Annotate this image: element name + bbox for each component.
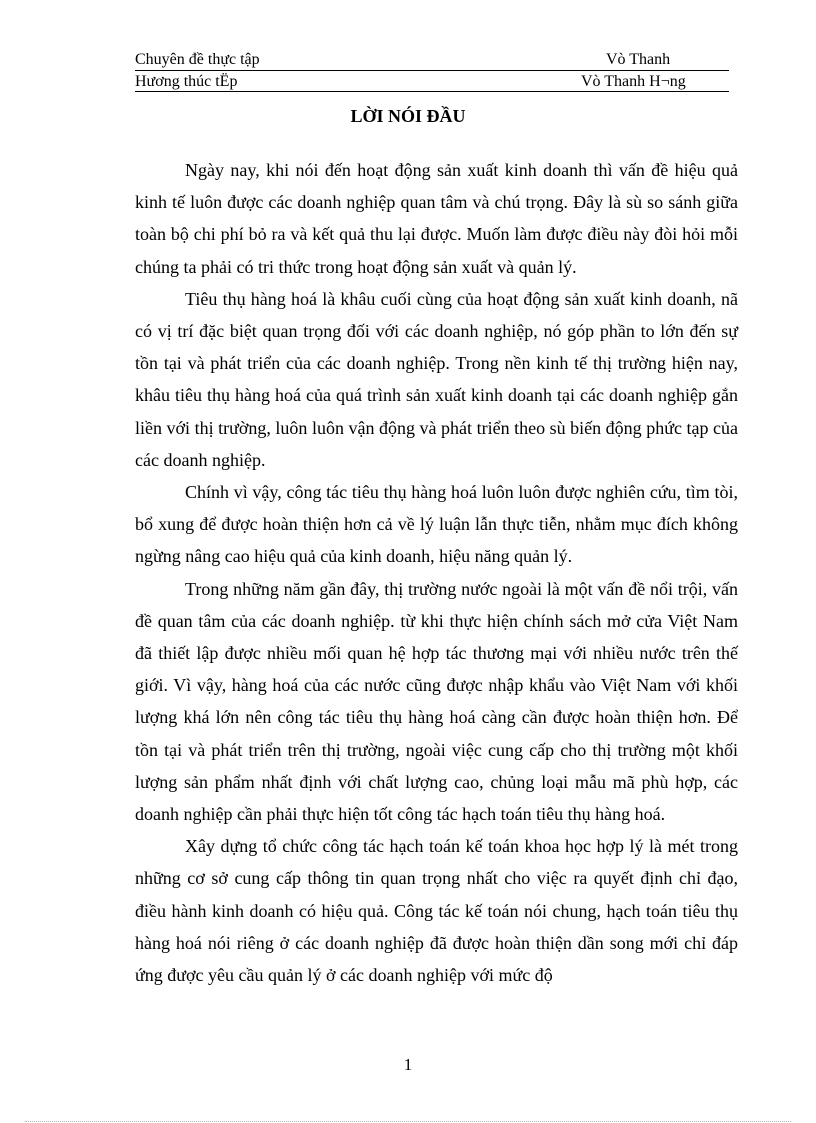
paragraph: Trong những năm gần đây, thị trường nước ngoài là một vấn đề nổi trội, vấn đề quan tâm của các doanh nghiệp. từ khi thực hiện chính sách mở cửa Việt Nam đã thiết lập được nhiều mối quan hệ hợp tác thương mại với nhiều nước trên thế giới. Vì vậy, hàng hoá của các nước cũng được nhập khẩu vào Việt Nam với khối lượng khá lớn nên công tác tiêu thụ hàng hoá càng cần được hoàn thiện hơn. Để tồn tại và phát triển trên thị trường, ngoài việc cung cấp cho thị trường một khối lượng sản phẩm nhất định với chất lượng cao, chủng loại mẫu mã phù hợp, các doanh nghiệp cần phải thực hiện tốt công tác hạch toán tiêu thụ hàng hoá. <box>135 578 738 825</box>
page-number: 1 <box>403 1055 413 1074</box>
header-subtitle: Hương thúc tËp <box>135 73 238 90</box>
body-text <box>135 154 738 991</box>
page-edge-divider <box>25 1121 791 1122</box>
paragraph: Chính vì vậy, công tác tiêu thụ hàng hoá luôn luôn được nghiên cứu, tìm tòi, bổ xung để được hoàn thiện hơn cả về lý luận lẫn thực tiễn, nhằm mục đích không ngừng nâng cao hiệu quả của kinh doanh, hiệu năng quản lý. <box>135 482 738 567</box>
header-rule-2 <box>135 91 729 92</box>
header-author-full: Vò Thanh H¬ng <box>581 73 686 90</box>
header-document-type: Chuyên đề thực tập <box>135 51 260 68</box>
running-header-line-2 <box>135 72 729 92</box>
paragraph: Tiêu thụ hàng hoá là khâu cuối cùng của hoạt động sản xuất kinh doanh, nã có vị trí đặc biệt quan trọng đối với các doanh nghiệp, nó góp phần to lớn đến sự tồn tại và phát triển của các doanh nghiệp. Trong nền kinh tế thị trường hiện nay, khâu tiêu thụ hàng hoá của quá trình sản xuất kinh doanh tại các doanh nghiệp gắn liền với thị trường, luôn luôn vận động và phát triển theo sù biến động phức tạp của các doanh nghiệp. <box>135 288 738 470</box>
header-rule-1 <box>135 70 729 71</box>
running-header-line-1 <box>135 50 729 70</box>
paragraph: Xây dựng tổ chức công tác hạch toán kế toán khoa học hợp lý là mét trong những cơ sở cung cấp thông tin quan trọng nhất cho việc ra quyết định chỉ đạo, điều hành kinh doanh có hiệu quả. Công tác kế toán nói chung, hạch toán tiêu thụ hàng hoá nói riêng ở các doanh nghiệp đã được hoàn thiện dần song mới chỉ đáp ứng được yêu cầu quản lý ở các doanh nghiệp với mức độ <box>135 836 738 986</box>
page-title: LỜI NÓI ĐẦU <box>350 106 466 126</box>
header-author-short: Vò Thanh <box>606 51 671 68</box>
paragraph: Ngày nay, khi nói đến hoạt động sản xuất kinh doanh thì vấn đề hiệu quả kinh tế luôn được các doanh nghiệp quan tâm và chú trọng. Đây là sù so sánh giữa toàn bộ chi phí bỏ ra và kết quả thu lại được. Muốn làm được điều này đòi hỏi mỗi chúng ta phải có tri thức trong hoạt động sản xuất và quản lý. <box>135 160 738 277</box>
